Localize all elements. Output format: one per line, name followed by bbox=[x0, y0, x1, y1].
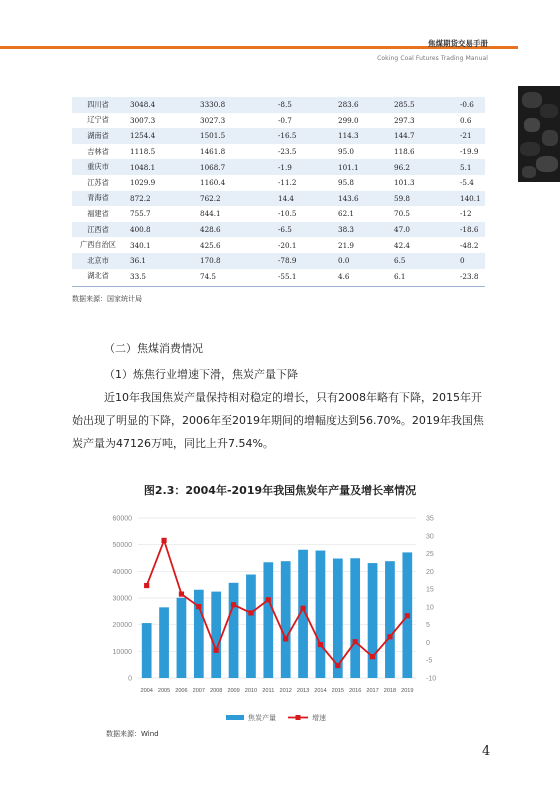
value-cell: 1029.9 bbox=[124, 175, 200, 191]
section-paragraph: 近10年我国焦炭产量保持相对稳定的增长，只有2008年略有下降，2015年开始出现了明显的下降，2006年至2019年期间的增幅度达到56.70%。2019年我国焦炭产量为47126万吨，同比上升7.54%。 bbox=[72, 391, 484, 450]
province-name-cell: 北京市 bbox=[72, 253, 124, 269]
x-tick-label: 2008 bbox=[209, 688, 223, 694]
value-cell: -78.9 bbox=[270, 253, 338, 269]
value-cell: 114.3 bbox=[338, 128, 394, 144]
chart-title: 图2.3：2004年-2019年我国焦炭年产量及增长率情况 bbox=[143, 484, 417, 497]
x-tick-label: 2019 bbox=[401, 688, 414, 694]
value-cell: 33.5 bbox=[124, 269, 200, 285]
x-tick-label: 2005 bbox=[157, 688, 171, 694]
x-tick-label: 2011 bbox=[262, 688, 275, 694]
value-cell: 62.1 bbox=[338, 206, 394, 222]
province-name-cell: 吉林省 bbox=[72, 144, 124, 160]
value-cell: 400.8 bbox=[124, 222, 200, 238]
header-title: 焦煤期货交易手册 bbox=[428, 39, 488, 48]
header-subtitle: Coking Coal Futures Trading Manual bbox=[377, 55, 488, 62]
growth-point bbox=[300, 606, 305, 611]
value-cell: 1160.4 bbox=[200, 175, 270, 191]
province-name-cell: 湖南省 bbox=[72, 128, 124, 144]
value-cell: 299.0 bbox=[338, 113, 394, 129]
bar-coke-output bbox=[368, 563, 378, 678]
table-row bbox=[72, 191, 485, 207]
bar-coke-output bbox=[263, 562, 273, 678]
x-tick-label: 2006 bbox=[175, 688, 188, 694]
value-cell: -48.2 bbox=[454, 237, 485, 253]
table-row bbox=[72, 237, 485, 253]
bar-coke-output bbox=[281, 561, 291, 678]
value-cell: 36.1 bbox=[124, 253, 200, 269]
value-cell: 96.2 bbox=[394, 159, 454, 175]
value-cell: -6.5 bbox=[270, 222, 338, 238]
y-left-tick-label: 20000 bbox=[112, 622, 132, 630]
value-cell: 5.1 bbox=[454, 159, 485, 175]
y-right-tick-label: 20 bbox=[426, 568, 434, 576]
province-name-cell: 江苏省 bbox=[72, 175, 124, 191]
growth-point bbox=[214, 648, 219, 653]
province-table bbox=[72, 97, 485, 284]
y-right-tick-label: -5 bbox=[426, 657, 433, 665]
growth-point bbox=[405, 613, 410, 618]
y-right-tick-label: 10 bbox=[426, 604, 434, 612]
value-cell: 140.1 bbox=[454, 191, 485, 207]
value-cell: 1254.4 bbox=[124, 128, 200, 144]
bar-coke-output bbox=[229, 583, 239, 678]
growth-point bbox=[248, 610, 253, 615]
growth-point bbox=[196, 604, 201, 609]
province-name-cell: 江西省 bbox=[72, 222, 124, 238]
value-cell: 170.8 bbox=[200, 253, 270, 269]
province-name-cell: 辽宁省 bbox=[72, 113, 124, 129]
x-tick-label: 2013 bbox=[296, 688, 310, 694]
value-cell: 1068.7 bbox=[200, 159, 270, 175]
y-right-tick-label: 5 bbox=[426, 622, 430, 630]
value-cell: 118.6 bbox=[394, 144, 454, 160]
x-tick-label: 2007 bbox=[192, 688, 206, 694]
table-bottom-rule bbox=[72, 286, 485, 287]
bar-coke-output bbox=[194, 590, 204, 678]
value-cell: -21 bbox=[454, 128, 485, 144]
table-row bbox=[72, 269, 485, 285]
x-tick-label: 2004 bbox=[140, 688, 153, 694]
value-cell: -20.1 bbox=[270, 237, 338, 253]
y-left-tick-label: 40000 bbox=[112, 568, 132, 576]
growth-point bbox=[231, 602, 236, 607]
value-cell: 4.6 bbox=[338, 269, 394, 285]
value-cell: 143.6 bbox=[338, 191, 394, 207]
x-tick-label: 2016 bbox=[348, 688, 362, 694]
growth-point bbox=[353, 639, 358, 644]
value-cell: 6.1 bbox=[394, 269, 454, 285]
value-cell: 285.5 bbox=[394, 97, 454, 113]
table-source: 数据来源：国家统计局 bbox=[72, 295, 142, 303]
value-cell: -23.8 bbox=[454, 269, 485, 285]
value-cell: -18.6 bbox=[454, 222, 485, 238]
value-cell: 844.1 bbox=[200, 206, 270, 222]
legend-swatch-output bbox=[226, 715, 244, 720]
bar-coke-output bbox=[246, 575, 256, 678]
y-right-tick-label: 15 bbox=[426, 586, 434, 594]
value-cell: 3007.3 bbox=[124, 113, 200, 129]
value-cell: 3048.4 bbox=[124, 97, 200, 113]
page-number: 4 bbox=[482, 744, 491, 759]
value-cell: 47.0 bbox=[394, 222, 454, 238]
y-left-tick-label: 0 bbox=[128, 675, 132, 683]
growth-point bbox=[266, 597, 271, 602]
section-subtitle: （1）炼焦行业增速下滑，焦炭产量下降 bbox=[104, 368, 298, 381]
bar-coke-output bbox=[159, 607, 169, 678]
bar-coke-output bbox=[211, 592, 221, 678]
value-cell: 101.3 bbox=[394, 175, 454, 191]
growth-point bbox=[283, 636, 288, 641]
value-cell: 3330.8 bbox=[200, 97, 270, 113]
value-cell: -12 bbox=[454, 206, 485, 222]
value-cell: 42.4 bbox=[394, 237, 454, 253]
bar-coke-output bbox=[316, 551, 326, 678]
value-cell: 95.8 bbox=[338, 175, 394, 191]
value-cell: -11.2 bbox=[270, 175, 338, 191]
table-row bbox=[72, 128, 485, 144]
value-cell: 1461.8 bbox=[200, 144, 270, 160]
province-name-cell: 四川省 bbox=[72, 97, 124, 113]
value-cell: 0 bbox=[454, 253, 485, 269]
x-tick-label: 2009 bbox=[227, 688, 240, 694]
growth-point bbox=[161, 538, 166, 543]
x-tick-label: 2017 bbox=[366, 688, 379, 694]
value-cell: -0.6 bbox=[454, 97, 485, 113]
value-cell: 340.1 bbox=[124, 237, 200, 253]
province-name-cell: 湖北省 bbox=[72, 269, 124, 285]
y-left-tick-label: 30000 bbox=[112, 595, 132, 603]
bar-coke-output bbox=[177, 598, 187, 678]
province-name-cell: 广西自治区 bbox=[72, 237, 124, 253]
value-cell: 21.9 bbox=[338, 237, 394, 253]
y-left-tick-label: 10000 bbox=[112, 648, 132, 656]
value-cell: 283.6 bbox=[338, 97, 394, 113]
y-right-tick-label: -10 bbox=[426, 675, 437, 683]
chart-source: 数据来源：Wind bbox=[106, 730, 159, 738]
value-cell: 1118.5 bbox=[124, 144, 200, 160]
province-name-cell: 重庆市 bbox=[72, 159, 124, 175]
value-cell: 297.3 bbox=[394, 113, 454, 129]
table-row bbox=[72, 222, 485, 238]
table-row bbox=[72, 206, 485, 222]
value-cell: 872.2 bbox=[124, 191, 200, 207]
growth-point bbox=[387, 634, 392, 639]
value-cell: 3027.3 bbox=[200, 113, 270, 129]
province-name-cell: 福建省 bbox=[72, 206, 124, 222]
value-cell: -55.1 bbox=[270, 269, 338, 285]
x-tick-label: 2012 bbox=[279, 688, 292, 694]
legend-swatch-growth-marker bbox=[296, 715, 301, 720]
table-row bbox=[72, 144, 485, 160]
x-tick-label: 2015 bbox=[331, 688, 345, 694]
legend-label-growth: 增速 bbox=[312, 714, 326, 722]
value-cell: 74.5 bbox=[200, 269, 270, 285]
coal-image bbox=[518, 86, 560, 182]
growth-point bbox=[370, 654, 375, 659]
value-cell: 425.6 bbox=[200, 237, 270, 253]
value-cell: 1501.5 bbox=[200, 128, 270, 144]
table-row bbox=[72, 97, 485, 113]
bar-coke-output bbox=[350, 558, 360, 678]
value-cell: 6.5 bbox=[394, 253, 454, 269]
value-cell: -16.5 bbox=[270, 128, 338, 144]
value-cell: 70.5 bbox=[394, 206, 454, 222]
section-title: （二）焦煤消费情况 bbox=[104, 342, 203, 355]
growth-point bbox=[318, 642, 323, 647]
coke-output-chart bbox=[100, 508, 460, 730]
growth-point bbox=[335, 663, 340, 668]
value-cell: -5.4 bbox=[454, 175, 485, 191]
value-cell: 0.0 bbox=[338, 253, 394, 269]
value-cell: -10.5 bbox=[270, 206, 338, 222]
value-cell: -23.5 bbox=[270, 144, 338, 160]
table-row bbox=[72, 159, 485, 175]
y-right-tick-label: 25 bbox=[426, 551, 434, 559]
value-cell: -8.5 bbox=[270, 97, 338, 113]
y-left-tick-label: 60000 bbox=[112, 515, 132, 523]
legend-label-output: 焦炭产量 bbox=[248, 714, 276, 722]
value-cell: 38.3 bbox=[338, 222, 394, 238]
y-right-tick-label: 35 bbox=[426, 515, 434, 523]
table-row bbox=[72, 113, 485, 129]
bar-coke-output bbox=[142, 623, 152, 678]
value-cell: -1.9 bbox=[270, 159, 338, 175]
value-cell: 428.6 bbox=[200, 222, 270, 238]
table-row bbox=[72, 175, 485, 191]
value-cell: 144.7 bbox=[394, 128, 454, 144]
table-row bbox=[72, 253, 485, 269]
bar-coke-output bbox=[385, 561, 395, 678]
province-name-cell: 青海省 bbox=[72, 191, 124, 207]
value-cell: 14.4 bbox=[270, 191, 338, 207]
value-cell: 59.8 bbox=[394, 191, 454, 207]
y-right-tick-label: 30 bbox=[426, 533, 434, 541]
x-tick-label: 2018 bbox=[383, 688, 397, 694]
y-right-tick-label: 0 bbox=[426, 639, 430, 647]
x-tick-label: 2010 bbox=[244, 688, 258, 694]
growth-point bbox=[144, 583, 149, 588]
value-cell: 0.6 bbox=[454, 113, 485, 129]
value-cell: 95.0 bbox=[338, 144, 394, 160]
x-tick-label: 2014 bbox=[314, 688, 327, 694]
growth-point bbox=[179, 591, 184, 596]
value-cell: 762.2 bbox=[200, 191, 270, 207]
value-cell: -0.7 bbox=[270, 113, 338, 129]
value-cell: 1048.1 bbox=[124, 159, 200, 175]
value-cell: -19.9 bbox=[454, 144, 485, 160]
value-cell: 755.7 bbox=[124, 206, 200, 222]
y-left-tick-label: 50000 bbox=[112, 542, 132, 550]
value-cell: 101.1 bbox=[338, 159, 394, 175]
